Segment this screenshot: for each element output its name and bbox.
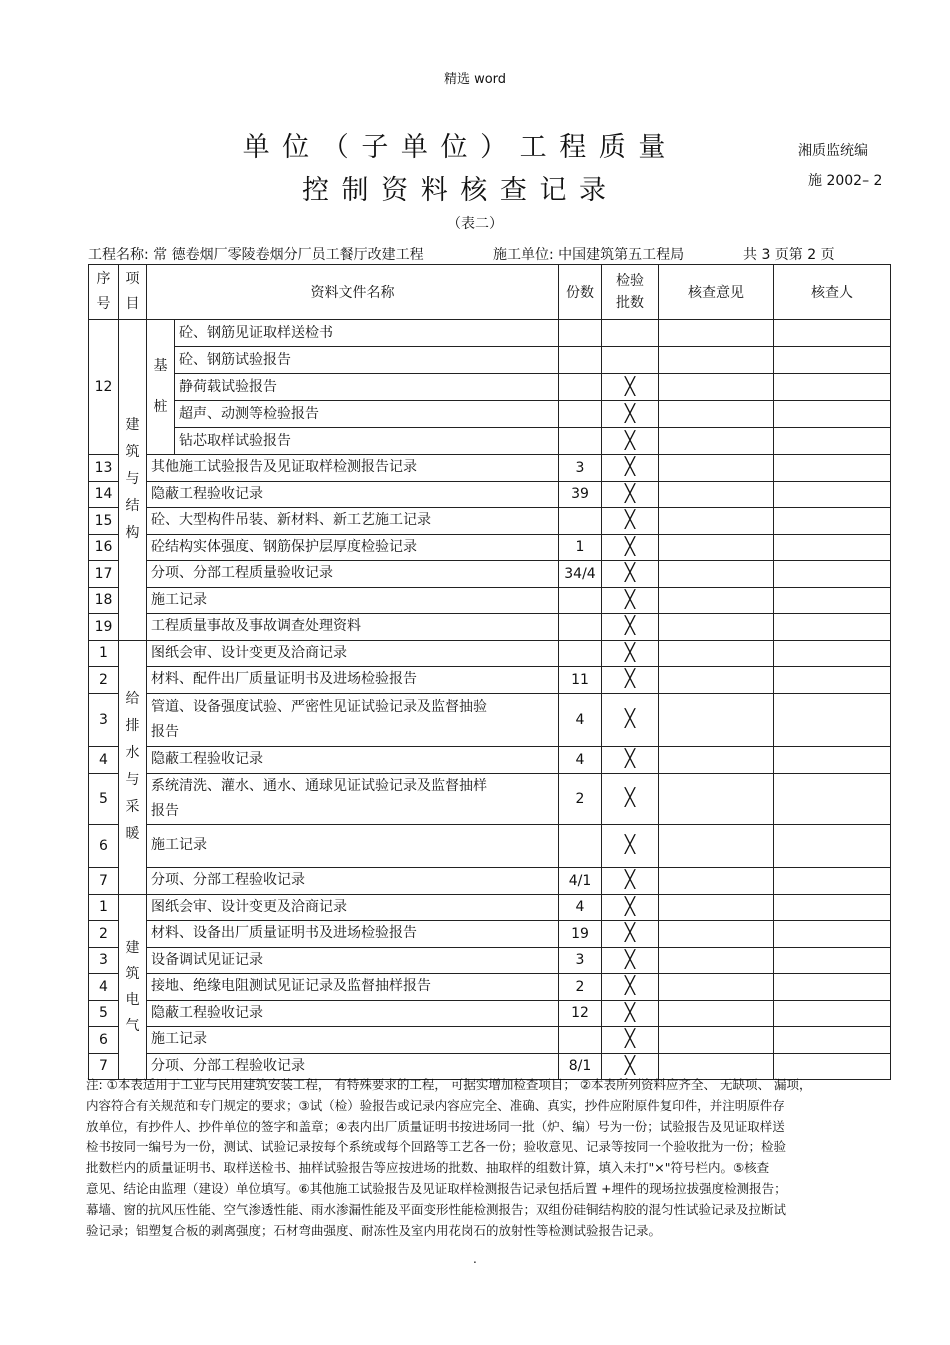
batch-cell (602, 693, 659, 746)
note-line: 注: ①本表适用于工业与民用建筑安装工程， 有特殊要求的工程， 可据实增加检查项目； ②本表所列资料应齐全、 无缺项、 漏项， (86, 1077, 812, 1092)
doc-name-cell: 分项、分部工程验收记录 (147, 867, 559, 894)
table-row (89, 974, 891, 1001)
opinion-cell (659, 947, 774, 974)
note-line: 批数栏内的质量证明书、取样送检书、抽样试验报告等应按进场的批数、抽取样的组数计算，填入未打"×"符号栏内。⑤核查 (86, 1160, 770, 1176)
doc-name-cell: 管道、设备强度试验、严密性见证试验记录及监督抽验 报告 (147, 693, 559, 746)
footer-dot: . (473, 1252, 477, 1266)
checker-cell (774, 508, 891, 535)
header-opinion: 核查意见 (659, 265, 774, 320)
count-cell (559, 614, 602, 641)
cross-mark-icon: ╳ (624, 749, 636, 769)
count-cell (559, 401, 602, 428)
count-cell (559, 640, 602, 667)
table-row (89, 824, 891, 867)
checker-cell (774, 867, 891, 894)
count-cell: 2 (559, 974, 602, 1001)
batch-cell (602, 561, 659, 588)
row-seq: 7 (89, 867, 119, 894)
table-row (89, 894, 891, 921)
cross-mark-icon: ╳ (624, 483, 636, 504)
batch-cell (602, 614, 659, 641)
row-seq: 1 (89, 640, 119, 667)
checker-cell (774, 374, 891, 401)
checker-cell (774, 640, 891, 667)
cross-mark-icon: ╳ (624, 1002, 636, 1023)
row-seq: 3 (89, 693, 119, 746)
row-seq: 15 (89, 508, 119, 535)
header-item: 项 目 (119, 265, 147, 320)
checker-cell (774, 401, 891, 428)
opinion-cell (659, 587, 774, 614)
doc-name-cell: 分项、分部工程验收记录 (147, 1053, 559, 1080)
batch-cell (602, 746, 659, 773)
row-seq: 14 (89, 481, 119, 508)
count-cell: 19 (559, 921, 602, 948)
count-cell (559, 428, 602, 455)
count-cell: 3 (559, 947, 602, 974)
checker-cell (774, 1027, 891, 1054)
count-cell (559, 374, 602, 401)
cross-mark-icon: ╳ (624, 709, 636, 729)
checker-cell (774, 974, 891, 1001)
opinion-cell (659, 374, 774, 401)
cross-mark-icon: ╳ (624, 896, 636, 917)
count-cell (559, 508, 602, 535)
table-row (89, 947, 891, 974)
cross-mark-icon: ╳ (624, 510, 636, 531)
cross-mark-icon: ╳ (624, 923, 636, 944)
form-code: 施 2002– 2 (808, 173, 883, 189)
title-line1: 单 位 （ 子 单 位 ） 工 程 质 量 (242, 132, 668, 163)
checker-cell (774, 455, 891, 482)
opinion-cell (659, 667, 774, 694)
row-seq: 7 (89, 1053, 119, 1080)
batch-cell (602, 1027, 659, 1054)
doc-name-cell: 隐蔽工程验收记录 (147, 746, 559, 773)
note-line: 意见、结论由监理（建设）单位填写。⑥其他施工试验报告及见证取样检测报告记录包括后置 +埋件的现场拉拔强度检测报告； (86, 1180, 787, 1196)
table-row (89, 481, 891, 508)
batch-cell (602, 455, 659, 482)
cross-mark-icon: ╳ (624, 376, 636, 397)
row-seq: 5 (89, 773, 119, 824)
opinion-cell (659, 746, 774, 773)
opinion-cell (659, 561, 774, 588)
row-seq: 5 (89, 1000, 119, 1027)
doc-name-cell: 砼结构实体强度、钢筋保护层厚度检验记录 (147, 534, 559, 561)
group-building-structure: 建 筑 与 结 构 (119, 320, 147, 641)
checker-cell (774, 746, 891, 773)
cross-mark-icon: ╳ (624, 788, 636, 808)
cross-mark-icon: ╳ (624, 403, 636, 424)
note-line: 内容符合有关规范和专门规定的要求；③试（检）验报告或记录内容应完全、准确、真实，抄件应附原件复印件，并注明原件存 (86, 1097, 785, 1113)
batch-cell (602, 534, 659, 561)
header-count: 份数 (559, 265, 602, 320)
group-building-electrical: 建 筑 电 气 (119, 894, 147, 1080)
count-cell: 12 (559, 1000, 602, 1027)
batch-cell (602, 921, 659, 948)
row-seq: 3 (89, 947, 119, 974)
count-cell: 11 (559, 667, 602, 694)
count-cell: 39 (559, 481, 602, 508)
cross-mark-icon: ╳ (624, 870, 636, 890)
batch-cell (602, 894, 659, 921)
count-cell (559, 587, 602, 614)
batch-cell (602, 320, 659, 347)
batch-cell (602, 428, 659, 455)
row-seq: 13 (89, 455, 119, 482)
doc-name-cell: 钻芯取样试验报告 (175, 428, 559, 455)
cross-mark-icon: ╳ (624, 536, 636, 557)
project-name: 工程名称: 常 德卷烟厂零陵卷烟分厂员工餐厅改建工程 (88, 247, 424, 263)
count-cell: 34/4 (559, 561, 602, 588)
opinion-cell (659, 455, 774, 482)
batch-cell (602, 947, 659, 974)
cross-mark-icon: ╳ (624, 1029, 636, 1050)
header-checker: 核查人 (774, 265, 891, 320)
watermark-header: 精选 word (443, 72, 507, 87)
checker-cell (774, 320, 891, 347)
batch-cell (602, 867, 659, 894)
opinion-cell (659, 824, 774, 867)
checker-cell (774, 947, 891, 974)
row-seq: 6 (89, 824, 119, 867)
checker-cell (774, 428, 891, 455)
cross-mark-icon: ╳ (624, 835, 636, 855)
opinion-cell (659, 921, 774, 948)
checker-cell (774, 614, 891, 641)
header-seq: 序 号 (89, 265, 119, 320)
checker-cell (774, 773, 891, 824)
doc-name-cell: 图纸会审、设计变更及洽商记录 (147, 640, 559, 667)
batch-cell (602, 401, 659, 428)
doc-name-cell: 其他施工试验报告及见证取样检测报告记录 (147, 455, 559, 482)
opinion-cell (659, 534, 774, 561)
row-seq: 12 (89, 320, 119, 455)
opinion-cell (659, 347, 774, 374)
opinion-cell (659, 640, 774, 667)
doc-name-cell: 隐蔽工程验收记录 (147, 481, 559, 508)
opinion-cell (659, 894, 774, 921)
doc-name-cell: 分项、分部工程质量验收记录 (147, 561, 559, 588)
row-seq: 1 (89, 894, 119, 921)
batch-cell (602, 374, 659, 401)
table-row (89, 374, 891, 401)
note-line: 验记录；铝塑复合板的剥离强度；石材弯曲强度、耐冻性及室内用花岗石的放射性等检测试验报告记录。 (86, 1222, 662, 1238)
row-seq: 16 (89, 534, 119, 561)
doc-name-cell: 材料、配件出厂质量证明书及进场检验报告 (147, 667, 559, 694)
opinion-cell (659, 773, 774, 824)
count-cell: 4/1 (559, 867, 602, 894)
count-cell: 4 (559, 746, 602, 773)
doc-name-cell: 材料、设备出厂质量证明书及进场检验报告 (147, 921, 559, 948)
table-row (89, 640, 891, 667)
page-count: 共 3 页第 2 页 (743, 247, 835, 263)
table-row (89, 534, 891, 561)
table-subtitle: （表二） (447, 216, 503, 232)
count-cell (559, 1027, 602, 1054)
batch-cell (602, 347, 659, 374)
edit-org: 湘质监统编 (798, 143, 868, 159)
doc-name-cell: 超声、动测等检验报告 (175, 401, 559, 428)
batch-cell (602, 667, 659, 694)
checker-cell (774, 481, 891, 508)
count-cell: 4 (559, 693, 602, 746)
row-seq: 2 (89, 667, 119, 694)
doc-name-cell: 施工记录 (147, 1027, 559, 1054)
count-cell: 2 (559, 773, 602, 824)
cross-mark-icon: ╳ (624, 642, 636, 663)
table-row (89, 401, 891, 428)
opinion-cell (659, 508, 774, 535)
table-row (89, 428, 891, 455)
cross-mark-icon: ╳ (624, 430, 636, 451)
batch-cell (602, 824, 659, 867)
construction-unit: 施工单位: 中国建筑第五工程局 (493, 247, 685, 263)
batch-cell (602, 481, 659, 508)
opinion-cell (659, 693, 774, 746)
table-row (89, 455, 891, 482)
row-seq: 19 (89, 614, 119, 641)
group-plumbing-heating: 给 排 水 与 采 暖 (119, 640, 147, 894)
opinion-cell (659, 974, 774, 1001)
doc-name-cell: 静荷载试验报告 (175, 374, 559, 401)
batch-cell (602, 1000, 659, 1027)
checker-cell (774, 824, 891, 867)
row-seq: 4 (89, 746, 119, 773)
batch-cell (602, 587, 659, 614)
checker-cell (774, 1000, 891, 1027)
count-cell (559, 347, 602, 374)
cross-mark-icon: ╳ (624, 457, 636, 478)
doc-name-cell: 设备调试见证记录 (147, 947, 559, 974)
doc-name-cell: 接地、绝缘电阻测试见证记录及监督抽样报告 (147, 974, 559, 1001)
table-row (89, 921, 891, 948)
batch-cell (602, 773, 659, 824)
cross-mark-icon: ╳ (624, 616, 636, 637)
table-row (89, 347, 891, 374)
opinion-cell (659, 867, 774, 894)
note-line: 幕墙、窗的抗风压性能、空气渗透性能、雨水渗漏性能及平面变形性能检测报告；双组份硅铜结构胶的混匀性试验记录及拉断试 (86, 1201, 787, 1217)
cross-mark-icon: ╳ (624, 589, 636, 610)
row-seq: 4 (89, 974, 119, 1001)
row-seq: 6 (89, 1027, 119, 1054)
cross-mark-icon: ╳ (624, 976, 636, 997)
cross-mark-icon: ╳ (624, 1055, 636, 1076)
table-row (89, 561, 891, 588)
doc-name-cell: 砼、大型构件吊装、新材料、新工艺施工记录 (147, 508, 559, 535)
doc-name-cell: 砼、钢筋见证取样送检书 (175, 320, 559, 347)
opinion-cell (659, 481, 774, 508)
subgroup-pile: 基 桩 (147, 320, 175, 455)
checker-cell (774, 693, 891, 746)
checker-cell (774, 561, 891, 588)
checker-cell (774, 667, 891, 694)
header-batch: 检验 批数 (602, 265, 659, 320)
cross-mark-icon: ╳ (624, 949, 636, 970)
row-seq: 17 (89, 561, 119, 588)
doc-name-cell: 隐蔽工程验收记录 (147, 1000, 559, 1027)
note-line: 检书按同一编号为一份，测试、试验记录按每个系统或每个回路等工艺各一份；验收意见、记录等按同一个验收批为一份；检验 (86, 1139, 787, 1155)
opinion-cell (659, 401, 774, 428)
doc-name-cell: 施工记录 (147, 824, 559, 867)
opinion-cell (659, 320, 774, 347)
checker-cell (774, 534, 891, 561)
doc-name-cell: 图纸会审、设计变更及洽商记录 (147, 894, 559, 921)
doc-name-cell: 砼、钢筋试验报告 (175, 347, 559, 374)
table-row (89, 693, 891, 746)
table-row (89, 773, 891, 824)
count-cell: 4 (559, 894, 602, 921)
table-header-row (89, 265, 891, 320)
doc-name-cell: 系统清洗、灌水、通水、通球见证试验记录及监督抽样 报告 (147, 773, 559, 824)
doc-name-cell: 工程质量事故及事故调查处理资料 (147, 614, 559, 641)
opinion-cell (659, 1000, 774, 1027)
checker-cell (774, 921, 891, 948)
count-cell: 8/1 (559, 1053, 602, 1080)
row-seq: 2 (89, 921, 119, 948)
cross-mark-icon: ╳ (624, 563, 636, 584)
cross-mark-icon: ╳ (624, 669, 636, 690)
table-row (89, 667, 891, 694)
control-records-table (88, 264, 891, 1080)
count-cell: 1 (559, 534, 602, 561)
table-row (89, 1000, 891, 1027)
batch-cell (602, 974, 659, 1001)
count-cell (559, 824, 602, 867)
doc-name-cell: 施工记录 (147, 587, 559, 614)
table-row (89, 587, 891, 614)
table-row (89, 508, 891, 535)
table-row (89, 614, 891, 641)
table-row (89, 320, 891, 347)
header-name: 资料文件名称 (147, 265, 559, 320)
count-cell: 3 (559, 455, 602, 482)
row-seq: 18 (89, 587, 119, 614)
checker-cell (774, 347, 891, 374)
notes (86, 1075, 886, 1241)
count-cell (559, 320, 602, 347)
opinion-cell (659, 614, 774, 641)
table-row (89, 867, 891, 894)
table-row (89, 746, 891, 773)
note-line: 放单位，有抄件人、抄件单位的签字和盖章；④表内出厂质量证明书按进场同一批（炉、编）号为一份；试验报告及见证取样送 (86, 1118, 785, 1134)
opinion-cell (659, 428, 774, 455)
batch-cell (602, 640, 659, 667)
checker-cell (774, 894, 891, 921)
batch-cell (602, 508, 659, 535)
title-line2: 控 制 资 料 核 查 记 录 (301, 175, 609, 206)
table-row (89, 1027, 891, 1054)
opinion-cell (659, 1027, 774, 1054)
checker-cell (774, 587, 891, 614)
